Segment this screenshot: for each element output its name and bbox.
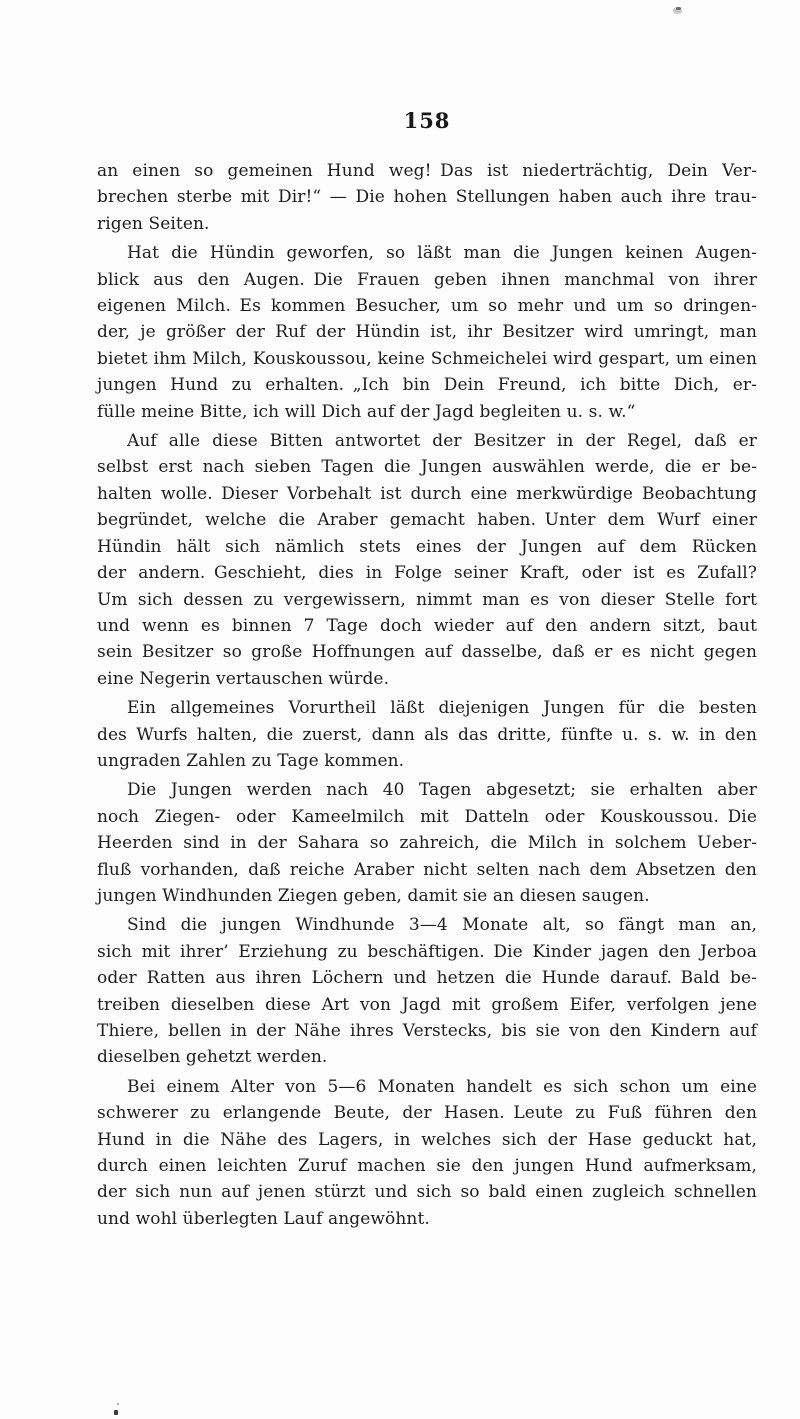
text-line: eigenen Milch. Es kommen Besucher, um so mehr und um so dringen- bbox=[97, 296, 757, 317]
text-line: und wohl überlegten Lauf angewöhnt. bbox=[97, 1208, 430, 1229]
text-line: der sich nun auf jenen stürzt und sich so bald einen zugleich schnellen bbox=[97, 1182, 757, 1203]
text-line: Die Jungen werden nach 40 Tagen abgesetzt; sie erhalten aber bbox=[127, 780, 757, 801]
text-line: der, je größer der Ruf der Hündin ist, ihr Besitzer wird umringt, man bbox=[97, 322, 757, 343]
paragraph bbox=[97, 912, 757, 1070]
paragraph bbox=[97, 240, 757, 425]
scan-speck bbox=[117, 1403, 119, 1405]
text-line: und wenn es binnen 7 Tage doch wieder auf den andern sitzt, baut bbox=[97, 615, 757, 636]
text-line: jungen Windhunden Ziegen geben, damit sie an diesen saugen. bbox=[97, 885, 650, 906]
text-line: Hund in die Nähe des Lagers, in welches sich der Hase geduckt hat, bbox=[97, 1129, 757, 1150]
text-line: an einen so gemeinen Hund weg! Das ist niederträchtig, Dein Ver- bbox=[97, 161, 757, 181]
text-line: Hündin hält sich nämlich stets eines der Jungen auf dem Rücken bbox=[97, 536, 757, 557]
text-line: Heerden sind in der Sahara so zahreich, die Milch in solchem Ueber- bbox=[97, 833, 757, 854]
text-line: Sind die jungen Windhunde 3—4 Monate alt, so fängt man an, bbox=[127, 915, 757, 936]
paragraph bbox=[97, 158, 757, 237]
paragraph bbox=[97, 1074, 757, 1232]
text-line: begründet, welche die Araber gemacht haben. Unter dem Wurf einer bbox=[97, 510, 757, 531]
text-line: oder Ratten aus ihren Löchern und hetzen die Hunde darauf. Bald be- bbox=[97, 968, 757, 989]
paragraph bbox=[97, 428, 757, 692]
paragraph bbox=[97, 695, 757, 774]
text-line: durch einen leichten Zuruf machen sie den jungen Hund aufmerksam, bbox=[97, 1156, 757, 1177]
text-line: brechen sterbe mit Dir!“ — Die hohen Stellungen haben auch ihre trau- bbox=[97, 187, 757, 208]
text-line: halten wolle. Dieser Vorbehalt ist durch eine merkwürdige Beobachtung bbox=[97, 483, 757, 504]
text-line: Auf alle diese Bitten antwortet der Besitzer in der Regel, daß er bbox=[127, 431, 757, 452]
text-line: selbst erst nach sieben Tagen die Jungen auswählen werde, die er be- bbox=[97, 457, 757, 478]
text-line: Hat die Hündin geworfen, so läßt man die Jungen keinen Augen- bbox=[127, 243, 757, 264]
scan-speck bbox=[114, 1410, 118, 1415]
text-line: fülle meine Bitte, ich will Dich auf der Jagd begleiten u. s. w.“ bbox=[97, 401, 636, 422]
text-line: blick aus den Augen. Die Frauen geben ihnen manchmal von ihrer bbox=[97, 269, 757, 290]
text-line: noch Ziegen- oder Kameelmilch mit Datteln oder Kouskoussou. Die bbox=[97, 806, 757, 827]
page-number: 158 bbox=[403, 108, 451, 133]
text-line: des Wurfs halten, die zuerst, dann als das dritte, fünfte u. s. w. in den bbox=[97, 724, 757, 745]
text-line: treiben dieselben diese Art von Jagd mit großem Eifer, verfolgen jene bbox=[97, 994, 757, 1015]
text-line: Um sich dessen zu vergewissern, nimmt man es von dieser Stelle fort bbox=[97, 589, 757, 610]
text-line: ungraden Zahlen zu Tage kommen. bbox=[97, 750, 405, 771]
text-line: bietet ihm Milch, Kouskoussou, keine Schmeichelei wird gespart, um einen bbox=[97, 348, 757, 369]
text-line: Thiere, bellen in der Nähe ihres Verstecks, bis sie von den Kindern auf bbox=[97, 1021, 757, 1041]
text-line: Ein allgemeines Vorurtheil läßt diejenigen Jungen für die besten bbox=[127, 698, 757, 719]
text-line: rigen Seiten. bbox=[97, 213, 210, 234]
text-block bbox=[97, 158, 757, 1232]
text-line: schwerer zu erlangende Beute, der Hasen. Leute zu Fuß führen den bbox=[97, 1103, 757, 1124]
text-line: eine Negerin vertauschen würde. bbox=[97, 668, 390, 689]
text-line: dieselben gehetzt werden. bbox=[97, 1047, 328, 1068]
text-line: Bei einem Alter von 5—6 Monaten handelt es sich schon um eine bbox=[127, 1076, 757, 1097]
scan-speck bbox=[676, 7, 681, 10]
text-line: der andern. Geschieht, dies in Folge seiner Kraft, oder ist es Zufall? bbox=[97, 563, 757, 584]
text-line: fluß vorhanden, daß reiche Araber nicht selten nach dem Absetzen den bbox=[97, 859, 757, 880]
text-line: sein Besitzer so große Hoffnungen auf dasselbe, daß er es nicht gegen bbox=[97, 642, 757, 663]
paragraph bbox=[97, 777, 757, 909]
text-line: jungen Hund zu erhalten. „Ich bin Dein Freund, ich bitte Dich, er- bbox=[97, 375, 757, 396]
text-line: sich mit ihrer’ Erziehung zu beschäftigen. Die Kinder jagen den Jerboa bbox=[97, 941, 757, 962]
